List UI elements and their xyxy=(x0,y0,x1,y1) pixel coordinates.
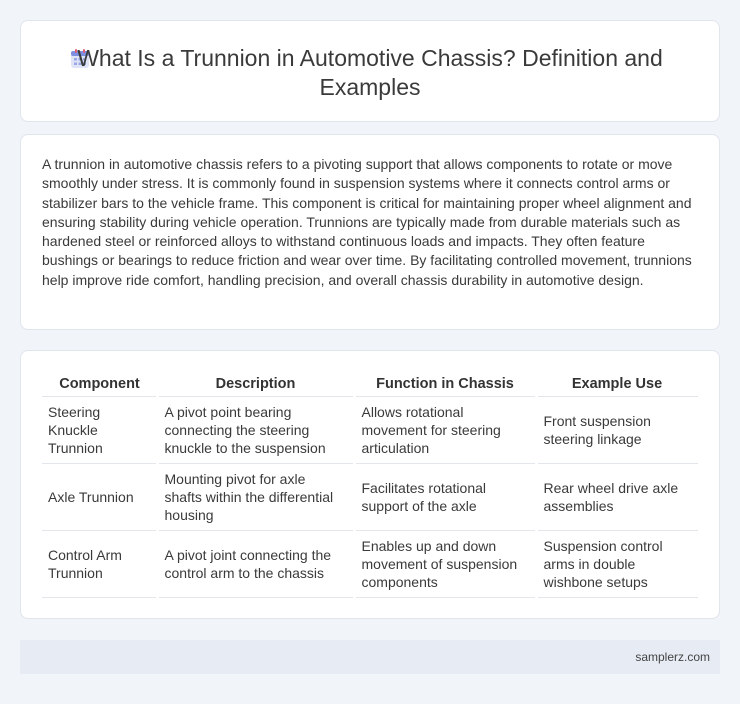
table-header-row xyxy=(42,372,698,396)
table-cell: Steering Knuckle Trunnion xyxy=(42,396,157,463)
table-cell: A pivot point bearing connecting the steering knuckle to the suspension xyxy=(157,396,354,463)
table-cell: Allows rotational movement for steering articulation xyxy=(354,396,536,463)
table-cell: Suspension control arms in double wishbone setups xyxy=(536,530,698,597)
table-cell: Rear wheel drive axle assemblies xyxy=(536,463,698,530)
footer-site-link[interactable]: samplerz.com xyxy=(635,650,710,664)
intro-card xyxy=(20,134,720,330)
table-row xyxy=(42,530,698,597)
intro-paragraph: A trunnion in automotive chassis refers to a pivoting support that allows components to rotate or move smoothly under stress. It is commonly found in suspension systems where it connects control arms or stabilizer bars to the vehicle frame. This component is critical for maintaining proper wheel alignment and ensuring stability during vehicle operation. Trunnions are typically made from durable materials such as hardened steel or reinforced alloys to withstand continuous loads and impacts. They often feature bushings or bearings to reduce friction and wear over time. By facilitating controlled movement, trunnions help improve ride comfort, handling precision, and overall chassis durability in automotive design. xyxy=(42,156,692,288)
title-card xyxy=(20,20,720,122)
table-cell: A pivot joint connecting the control arm to the chassis xyxy=(157,530,354,597)
table-cell: Facilitates rotational support of the axle xyxy=(354,463,536,530)
table-cell: Enables up and down movement of suspension components xyxy=(354,530,536,597)
table-card xyxy=(20,350,720,619)
header-component: Component xyxy=(59,375,140,392)
table-cell: Control Arm Trunnion xyxy=(42,530,157,597)
table-row xyxy=(42,463,698,530)
header-function: Function in Chassis xyxy=(376,375,514,392)
table-cell: Front suspension steering linkage xyxy=(536,396,698,463)
table-cell: Mounting pivot for axle shafts within the differential housing xyxy=(157,463,354,530)
component-table xyxy=(42,372,698,598)
page-title: What Is a Trunnion in Automotive Chassis? Definition and Examples xyxy=(77,45,663,100)
footer xyxy=(20,640,720,674)
header-example: Example Use xyxy=(571,375,663,392)
header-description: Description xyxy=(215,375,296,392)
table-row xyxy=(42,396,698,463)
table-cell: Axle Trunnion xyxy=(42,463,157,530)
